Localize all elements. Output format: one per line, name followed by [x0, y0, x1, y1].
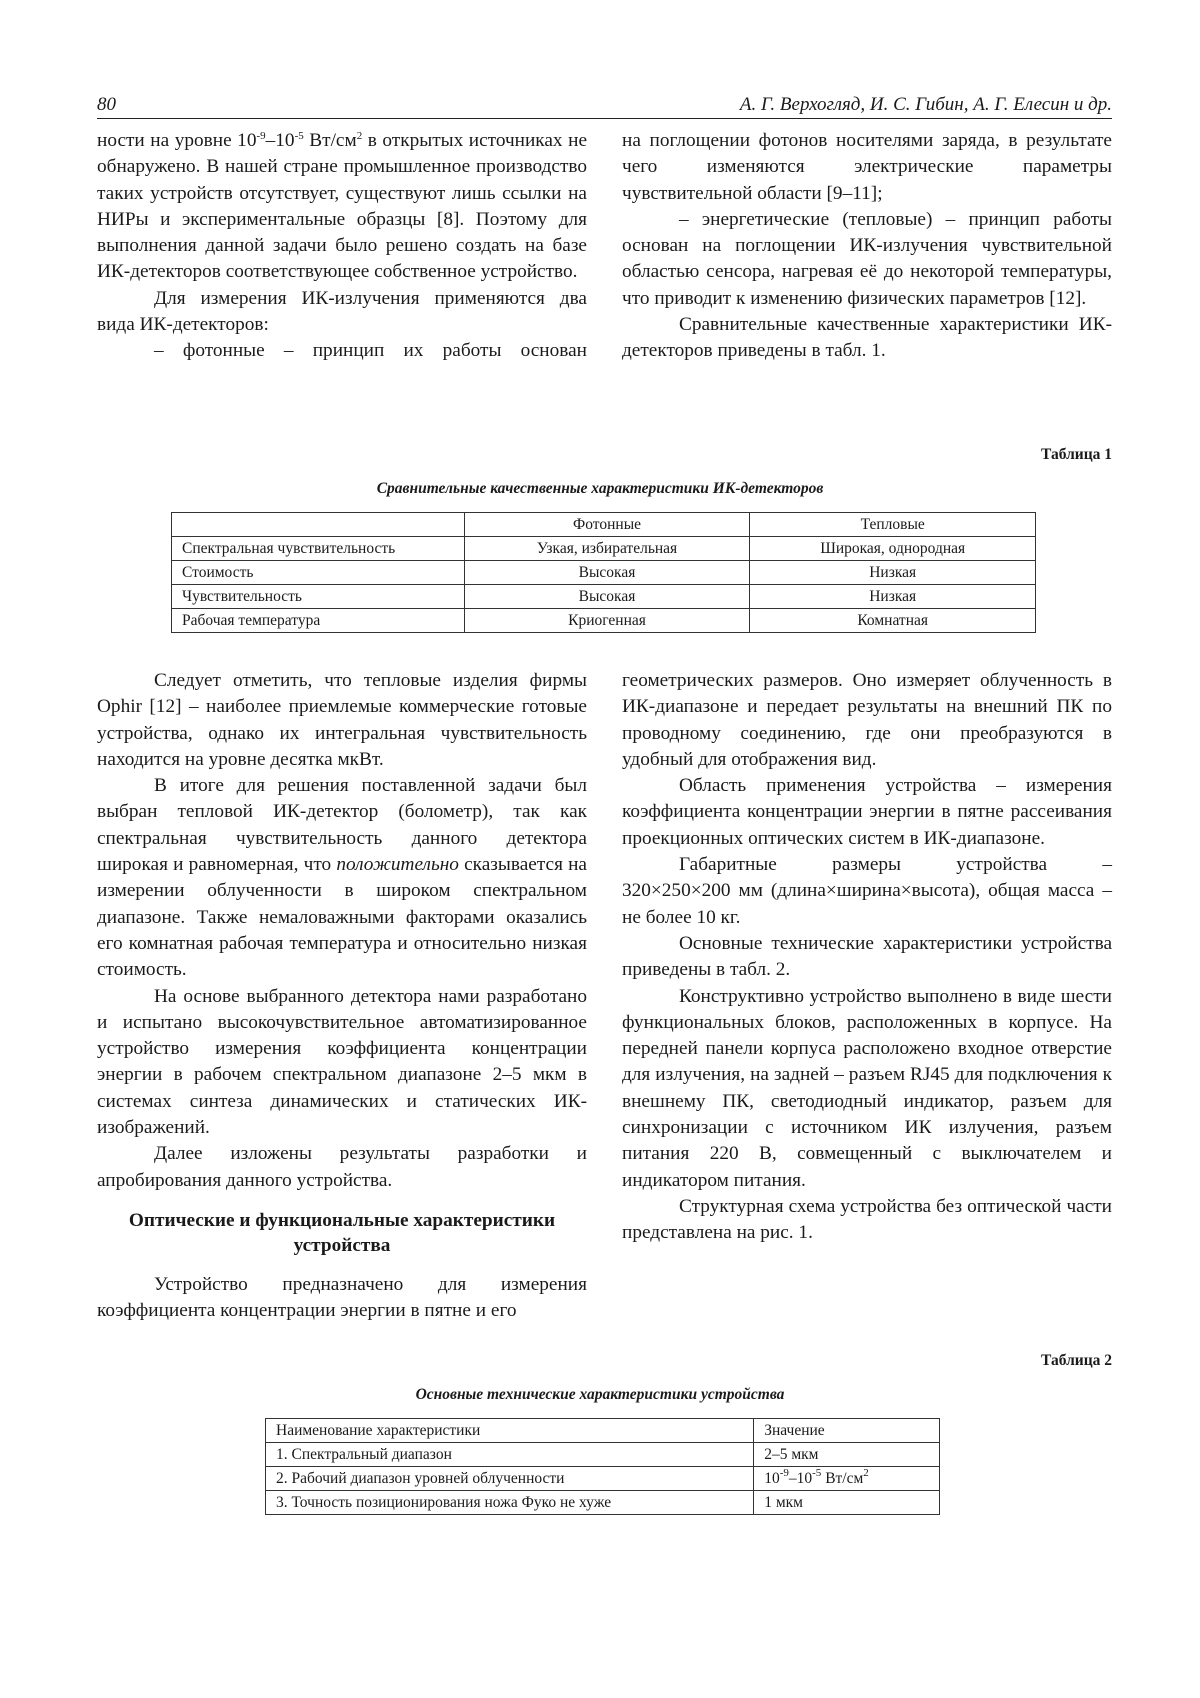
table-header-cell: Тепловые — [750, 513, 1036, 537]
column-top-left — [97, 128, 587, 365]
table-row — [266, 1467, 940, 1491]
table-cell: Высокая — [464, 561, 750, 585]
table-row — [172, 609, 1036, 633]
table-row — [266, 1443, 940, 1467]
table-cell: Рабочая температура — [172, 609, 465, 633]
table-cell: Низкая — [750, 585, 1036, 609]
table-cell: Чувствительность — [172, 585, 465, 609]
running-authors: А. Г. Верхогляд, И. С. Гибин, А. Г. Елесин и др. — [739, 94, 1112, 115]
running-header — [97, 92, 1112, 119]
table1-label: Таблица 1 — [1041, 446, 1112, 463]
paragraph: Габаритные размеры устройства – — [679, 854, 1112, 876]
column-top-right — [622, 128, 1112, 365]
paragraph: Следует отметить, что тепловые изделия фирмы Ophir [12] – наиболее приемлемые коммерческие готовые устройства, однако их интегральная чувствительность находится на уровне десятка мкВт. — [97, 670, 587, 770]
table-row — [266, 1491, 940, 1515]
paragraph: Конструктивно устройство выполнено в виде шести функциональных блоков, расположенных в корпусе. На передней панели корпуса расположено входное отверстие для излучения, на задней – разъем RJ45 для подключения к внешнему ПК, светодиодный индикатор, разъем для синхронизации с источником ИК излучения, разъем питания 220 В, совмещенный с выключателем и индикатором питания. — [622, 985, 1112, 1191]
table-cell: Спектральная чувствительность — [172, 537, 465, 561]
column-mid-left — [97, 668, 587, 1194]
table2-label: Таблица 2 — [1041, 1352, 1112, 1369]
table1-caption: Сравнительные качественные характеристики ИК-детекторов — [376, 480, 824, 497]
table-cell: Высокая — [464, 585, 750, 609]
table-header-cell: Фотонные — [464, 513, 750, 537]
table-cell: 1. Спектральный диапазон — [266, 1443, 754, 1467]
paragraph: ности на уровне $10^{-9}-10^{-5}$ $Вт/см^2$ в открытых источниках не обнаружено. В нашей стране промышленное производство таких устройств отсутствует, существуют лишь ссылки на НИРы и экспериментальные образцы [8]. Поэтому для выполнения данной задачи было решено создать на базе ИК-детекторов соответствующее собственное устройство. — [97, 130, 587, 283]
paragraph: На основе выбранного детектора нами разработано и испытано высокочувствительное автоматизированное устройство измерения коэффициента концентрации энергии в рабочем спектральном диапазоне 2–5 мкм в системах синтеза динамических и статических ИК-изображений. — [97, 985, 587, 1139]
paragraph: 320×250×200 мм (длина×ширина×высота), общая масса – не более 10 кг. — [622, 880, 1112, 928]
table-row — [172, 585, 1036, 609]
paragraph: Структурная схема устройства без оптической части представлена на рис. 1. — [622, 1195, 1112, 1244]
paragraph: на поглощении фотонов носителями заряда, в результате чего изменяются электрические параметры чувствительной области [9–11]; — [622, 130, 1112, 204]
table-cell: $10^{-9}-10^{-5}$ $Вт/см^2$ — [754, 1467, 940, 1491]
table-header-row — [266, 1419, 940, 1443]
table-row — [172, 561, 1036, 585]
table-header-cell: Значение — [754, 1419, 940, 1443]
table2-caption: Основные технические характеристики устройства — [415, 1386, 785, 1403]
table-header-cell — [172, 513, 465, 537]
table-cell: 2. Рабочий диапазон уровней облученности — [266, 1467, 754, 1491]
paragraph: В итоге для решения поставленной задачи был выбран тепловой ИК-детектор (болометр), так как спектральная чувствительность данного детектора широкая и равномерная, что положительно сказывается на измерении облученности в широком спектральном диапазоне. Также немаловажными факторами оказались его комнатная рабочая температура и относительно низкая стоимость. — [97, 775, 587, 981]
table-cell: Комнатная — [750, 609, 1036, 633]
table-row — [172, 537, 1036, 561]
paragraph: Сравнительные качественные характеристики ИК-детекторов приведены в табл. 1. — [622, 314, 1112, 362]
table-cell: Узкая, избирательная — [464, 537, 750, 561]
paragraph: Область применения устройства – измерения коэффициента концентрации энергии в пятне рассеивания проекционных оптических систем в ИК-диапазоне. — [622, 775, 1112, 849]
table-cell: Широкая, однородная — [750, 537, 1036, 561]
paragraph: геометрических размеров. Оно измеряет облученность в ИК-диапазоне и передает результаты на внешний ПК по проводному соединению, где они преобразуются в удобный для отображения вид. — [622, 670, 1112, 770]
table-header-cell: Наименование характеристики — [266, 1419, 754, 1443]
table-cell: Низкая — [750, 561, 1036, 585]
table1 — [171, 512, 1036, 633]
table-cell: 3. Точность позиционирования ножа Фуко не хуже — [266, 1491, 754, 1515]
table-cell: Стоимость — [172, 561, 465, 585]
table-cell: Криогенная — [464, 609, 750, 633]
table-cell: 2–5 мкм — [754, 1443, 940, 1467]
paragraph: Основные технические характеристики устройства приведены в табл. 2. — [622, 932, 1112, 981]
table-header-row — [172, 513, 1036, 537]
paragraph: Далее изложены результаты разработки и апробирования данного устройства. — [97, 1143, 587, 1191]
table2 — [265, 1418, 940, 1515]
page-number: 80 — [97, 94, 116, 115]
paragraph: Для измерения ИК-излучения применяются два вида ИК-детекторов: — [97, 287, 587, 336]
column-mid-right — [622, 668, 1112, 1247]
paragraph: Устройство предназначено для измерения коэффициента концентрации энергии в пятне и его — [97, 1274, 587, 1322]
table-cell: 1 мкм — [754, 1491, 940, 1515]
paragraph: – энергетические (тепловые) – принцип работы основан на поглощении ИК-излучения чувствительной областью сенсора, нагревая её до некоторой температуры, что приводит к изменению физических параметров [12]. — [622, 208, 1112, 309]
paragraph: – фотонные – принцип их работы основан — [154, 340, 587, 362]
column-mid-left-bottom — [97, 1272, 587, 1325]
section-heading: Оптические и функциональные характеристики устройства — [128, 1210, 556, 1256]
